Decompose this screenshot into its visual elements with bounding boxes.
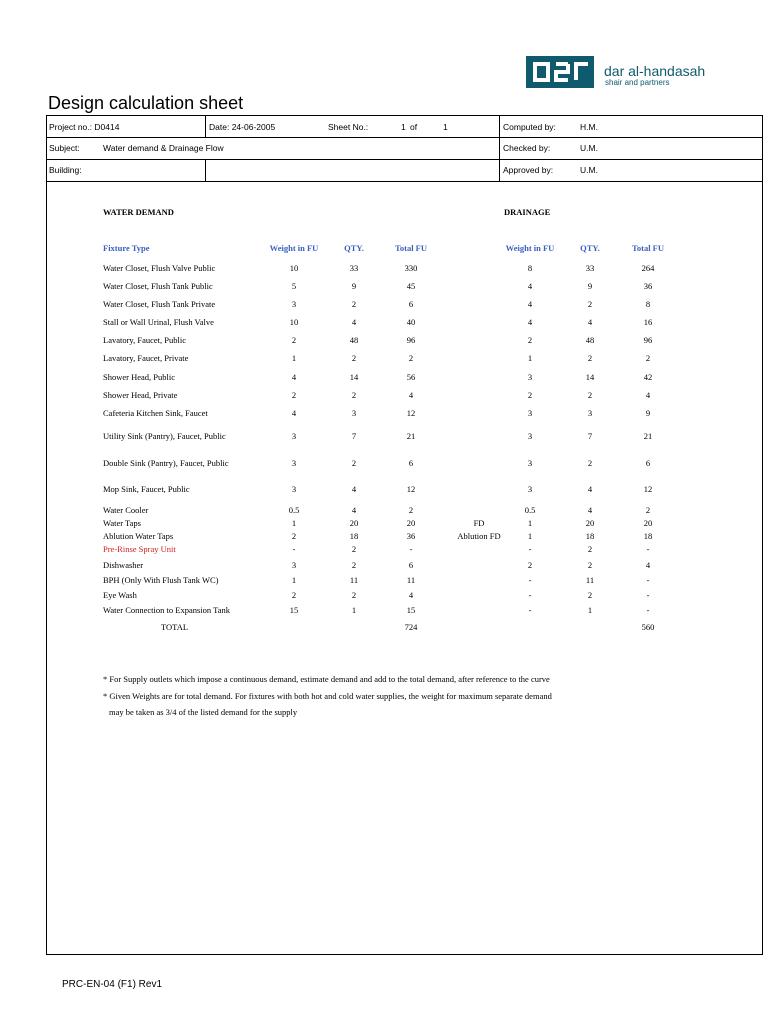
row-total-cell: 15 <box>406 605 416 615</box>
row-d-total-cell: 96 <box>643 335 653 345</box>
row-d-qty-cell: 48 <box>585 335 595 345</box>
project-number-value: D0414 <box>94 122 120 132</box>
approved-by-value: U.M. <box>580 165 598 175</box>
company-name: dar al-handasah <box>604 63 706 79</box>
row-total-cell: 56 <box>406 372 416 382</box>
row-fixture-cell: Pre-Rinse Spray Unit <box>103 544 176 554</box>
row-total-cell: 40 <box>406 317 416 327</box>
row-weight-cell: 2 <box>291 531 297 541</box>
column-header-drainage-qty: QTY. <box>580 243 600 253</box>
row-d-qty-cell: 33 <box>585 263 595 273</box>
row-d-weight-cell: 3 <box>527 431 533 441</box>
row-d-qty-cell: 3 <box>587 408 593 418</box>
row-total-cell: 20 <box>406 518 416 528</box>
row-d-total-cell: - <box>646 575 650 585</box>
row-weight-cell: 2 <box>291 390 297 400</box>
row-d-weight-cell: 2 <box>527 390 533 400</box>
row-total-cell: 2 <box>408 353 414 363</box>
row-d-qty-cell: 20 <box>585 518 595 528</box>
row-d-weight-cell: 3 <box>527 458 533 468</box>
row-weight-cell: 3 <box>291 484 297 494</box>
water-total-value: 724 <box>404 622 418 632</box>
row-fixture-cell: Water Taps <box>103 518 141 528</box>
date-label: Date: <box>209 122 230 132</box>
row-d-total-cell: 36 <box>643 281 653 291</box>
row-weight-cell: - <box>292 544 296 554</box>
row-fixture-cell: Water Closet, Flush Valve Public <box>103 263 216 273</box>
row-total-cell: 4 <box>408 590 414 600</box>
row-total-cell: 45 <box>406 281 416 291</box>
row-weight-cell: 1 <box>291 575 297 585</box>
row-d-total-cell: - <box>646 590 650 600</box>
row-weight-cell: 2 <box>291 335 297 345</box>
row-fixture-cell: Shower Head, Private <box>103 390 178 400</box>
row-d-qty-cell: 2 <box>587 299 593 309</box>
row-d-qty-cell: 4 <box>587 317 593 327</box>
row-weight-cell: 3 <box>291 299 297 309</box>
column-header-total: Total FU <box>394 243 428 253</box>
row-d-qty-cell: 14 <box>585 372 595 382</box>
row-d-weight-cell: - <box>528 544 532 554</box>
row-qty-cell: 2 <box>351 560 357 570</box>
drainage-heading: DRAINAGE <box>504 207 551 217</box>
checked-by-value: U.M. <box>580 143 598 153</box>
row-qty-cell: 11 <box>349 575 359 585</box>
row-fixture-cell: Shower Head, Public <box>103 372 176 382</box>
row-qty-cell: 48 <box>349 335 359 345</box>
row-d-weight-cell: 4 <box>527 317 533 327</box>
header-column-divider <box>205 116 206 137</box>
row-total-cell: 11 <box>406 575 416 585</box>
row-weight-cell: 3 <box>291 458 297 468</box>
row-fixture-cell: Stall or Wall Urinal, Flush Valve <box>103 317 214 327</box>
row-d-total-cell: 21 <box>643 431 653 441</box>
row-d-qty-cell: 2 <box>587 590 593 600</box>
row-d-weight-cell: 2 <box>527 335 533 345</box>
row-fixture-cell: Double Sink (Pantry), Faucet, Public <box>103 458 229 468</box>
row-tag-cell: Ablution FD <box>457 531 501 541</box>
sheet-total-value: 1 <box>443 122 448 132</box>
row-weight-cell: 15 <box>289 605 299 615</box>
row-d-weight-cell: - <box>528 575 532 585</box>
row-d-qty-cell: 11 <box>585 575 595 585</box>
row-qty-cell: 2 <box>351 390 357 400</box>
row-fixture-cell: Water Connection to Expansion Tank <box>103 605 230 615</box>
row-d-total-cell: 4 <box>645 390 651 400</box>
row-d-weight-cell: 2 <box>527 560 533 570</box>
row-d-total-cell: 264 <box>641 263 655 273</box>
row-d-qty-cell: 2 <box>587 390 593 400</box>
row-total-cell: 4 <box>408 390 414 400</box>
row-d-total-cell: - <box>646 605 650 615</box>
sheet-number-value: 1 <box>401 122 406 132</box>
calculation-sheet-frame <box>46 115 763 955</box>
row-d-qty-cell: 2 <box>587 458 593 468</box>
row-d-weight-cell: 8 <box>527 263 533 273</box>
sheet-number-label: Sheet No.: <box>328 122 369 132</box>
row-d-weight-cell: 1 <box>527 531 533 541</box>
row-qty-cell: 1 <box>351 605 357 615</box>
row-d-total-cell: 2 <box>645 353 651 363</box>
row-d-qty-cell: 4 <box>587 505 593 515</box>
row-fixture-cell: Water Cooler <box>103 505 149 515</box>
row-d-weight-cell: 0.5 <box>524 505 536 515</box>
row-weight-cell: 4 <box>291 408 297 418</box>
column-header-drainage-total: Total FU <box>631 243 665 253</box>
column-header-weight: Weight in FU <box>269 243 319 253</box>
row-qty-cell: 33 <box>349 263 359 273</box>
row-fixture-cell: Mop Sink, Faucet, Public <box>103 484 190 494</box>
row-qty-cell: 4 <box>351 317 357 327</box>
computed-by-value: H.M. <box>580 122 598 132</box>
note-continuous-demand: * For Supply outlets which impose a continuous demand, estimate demand and add to the total demand, after reference to the curve <box>103 674 550 684</box>
row-qty-cell: 3 <box>351 408 357 418</box>
date-value: 24-06-2005 <box>231 122 276 132</box>
note-given-weights-continued: may be taken as 3/4 of the listed demand for the supply <box>109 707 298 717</box>
row-total-cell: 12 <box>406 408 416 418</box>
row-fixture-cell: Lavatory, Faucet, Public <box>103 335 187 345</box>
water-demand-heading: WATER DEMAND <box>103 207 174 217</box>
company-tagline: shair and partners <box>605 78 670 87</box>
row-fixture-cell: Water Closet, Flush Tank Private <box>103 299 216 309</box>
subject-value: Water demand & Drainage Flow <box>103 143 224 153</box>
row-total-cell: 12 <box>406 484 416 494</box>
row-qty-cell: 2 <box>351 299 357 309</box>
row-fixture-cell: Dishwasher <box>103 560 144 570</box>
row-d-weight-cell: 3 <box>527 484 533 494</box>
row-weight-cell: 3 <box>291 560 297 570</box>
note-given-weights: * Given Weights are for total demand. For fixtures with both hot and cold water supplies, the weight for maximum separate demand <box>103 691 552 701</box>
header-divider <box>47 159 762 160</box>
row-total-cell: 96 <box>406 335 416 345</box>
row-d-weight-cell: 4 <box>527 281 533 291</box>
total-label: TOTAL <box>161 622 189 632</box>
row-d-qty-cell: 2 <box>587 544 593 554</box>
row-qty-cell: 4 <box>351 505 357 515</box>
checked-by-label: Checked by: <box>503 143 551 153</box>
row-d-total-cell: 8 <box>645 299 651 309</box>
row-qty-cell: 4 <box>351 484 357 494</box>
row-weight-cell: 1 <box>291 353 297 363</box>
row-total-cell: 6 <box>408 560 414 570</box>
row-d-total-cell: 16 <box>643 317 653 327</box>
row-d-qty-cell: 4 <box>587 484 593 494</box>
approved-by-label: Approved by: <box>503 165 554 175</box>
row-weight-cell: 10 <box>289 317 299 327</box>
header-column-divider <box>499 116 500 181</box>
drainage-total-value: 560 <box>641 622 655 632</box>
column-header-drainage-weight: Weight in FU <box>505 243 555 253</box>
row-total-cell: 6 <box>408 458 414 468</box>
project-number-label: Project no.: <box>49 122 92 132</box>
row-d-weight-cell: - <box>528 590 532 600</box>
column-header-qty: QTY. <box>344 243 364 253</box>
row-total-cell: 2 <box>408 505 414 515</box>
subject-label: Subject: <box>49 143 80 153</box>
row-weight-cell: 0.5 <box>288 505 300 515</box>
row-d-weight-cell: 1 <box>527 353 533 363</box>
form-reference-code: PRC-EN-04 (F1) Rev1 <box>62 979 163 990</box>
column-header-fixture-type: Fixture Type <box>103 243 150 253</box>
row-qty-cell: 2 <box>351 590 357 600</box>
row-qty-cell: 9 <box>351 281 357 291</box>
row-d-qty-cell: 9 <box>587 281 593 291</box>
row-qty-cell: 20 <box>349 518 359 528</box>
row-fixture-cell: Utility Sink (Pantry), Faucet, Public <box>103 431 226 441</box>
row-weight-cell: 3 <box>291 431 297 441</box>
row-d-weight-cell: 4 <box>527 299 533 309</box>
row-d-qty-cell: 7 <box>587 431 593 441</box>
row-weight-cell: 2 <box>291 590 297 600</box>
row-weight-cell: 10 <box>289 263 299 273</box>
row-fixture-cell: Eye Wash <box>103 590 137 600</box>
date-field <box>209 122 275 132</box>
document-title: Design calculation sheet <box>48 93 244 113</box>
header-column-divider <box>205 159 206 181</box>
row-qty-cell: 2 <box>351 544 357 554</box>
row-fixture-cell: Lavatory, Faucet, Private <box>103 353 189 363</box>
row-fixture-cell: Ablution Water Taps <box>103 531 174 541</box>
row-d-total-cell: 6 <box>645 458 651 468</box>
row-qty-cell: 18 <box>349 531 359 541</box>
row-d-total-cell: 18 <box>643 531 653 541</box>
row-qty-cell: 14 <box>349 372 359 382</box>
row-tag-cell: FD <box>473 518 485 528</box>
computed-by-label: Computed by: <box>503 122 556 132</box>
logo-icon <box>526 56 594 88</box>
header-divider <box>47 181 762 182</box>
row-total-cell: 36 <box>406 531 416 541</box>
row-d-total-cell: 4 <box>645 560 651 570</box>
row-d-qty-cell: 1 <box>587 605 593 615</box>
row-qty-cell: 2 <box>351 458 357 468</box>
row-d-weight-cell: - <box>528 605 532 615</box>
project-number-field <box>49 122 119 132</box>
row-d-qty-cell: 18 <box>585 531 595 541</box>
row-weight-cell: 5 <box>291 281 297 291</box>
row-total-cell: - <box>409 544 413 554</box>
row-d-qty-cell: 2 <box>587 560 593 570</box>
row-total-cell: 330 <box>404 263 418 273</box>
row-fixture-cell: Cafeteria Kitchen Sink, Faucet <box>103 408 208 418</box>
row-d-weight-cell: 1 <box>527 518 533 528</box>
header-divider <box>47 137 762 138</box>
row-weight-cell: 4 <box>291 372 297 382</box>
row-d-total-cell: 2 <box>645 505 651 515</box>
row-d-weight-cell: 3 <box>527 372 533 382</box>
row-total-cell: 21 <box>406 431 416 441</box>
row-fixture-cell: Water Closet, Flush Tank Public <box>103 281 213 291</box>
row-d-total-cell: 20 <box>643 518 653 528</box>
row-d-total-cell: 12 <box>643 484 653 494</box>
row-d-total-cell: 42 <box>643 372 653 382</box>
row-d-total-cell: 9 <box>645 408 651 418</box>
row-total-cell: 6 <box>408 299 414 309</box>
row-weight-cell: 1 <box>291 518 297 528</box>
row-d-qty-cell: 2 <box>587 353 593 363</box>
row-d-weight-cell: 3 <box>527 408 533 418</box>
row-d-total-cell: - <box>646 544 650 554</box>
row-fixture-cell: BPH (Only With Flush Tank WC) <box>103 575 219 585</box>
row-qty-cell: 2 <box>351 353 357 363</box>
building-label: Building: <box>49 165 82 175</box>
company-logo-mark <box>526 56 594 88</box>
sheet-of-label: of <box>410 122 418 132</box>
row-qty-cell: 7 <box>351 431 357 441</box>
